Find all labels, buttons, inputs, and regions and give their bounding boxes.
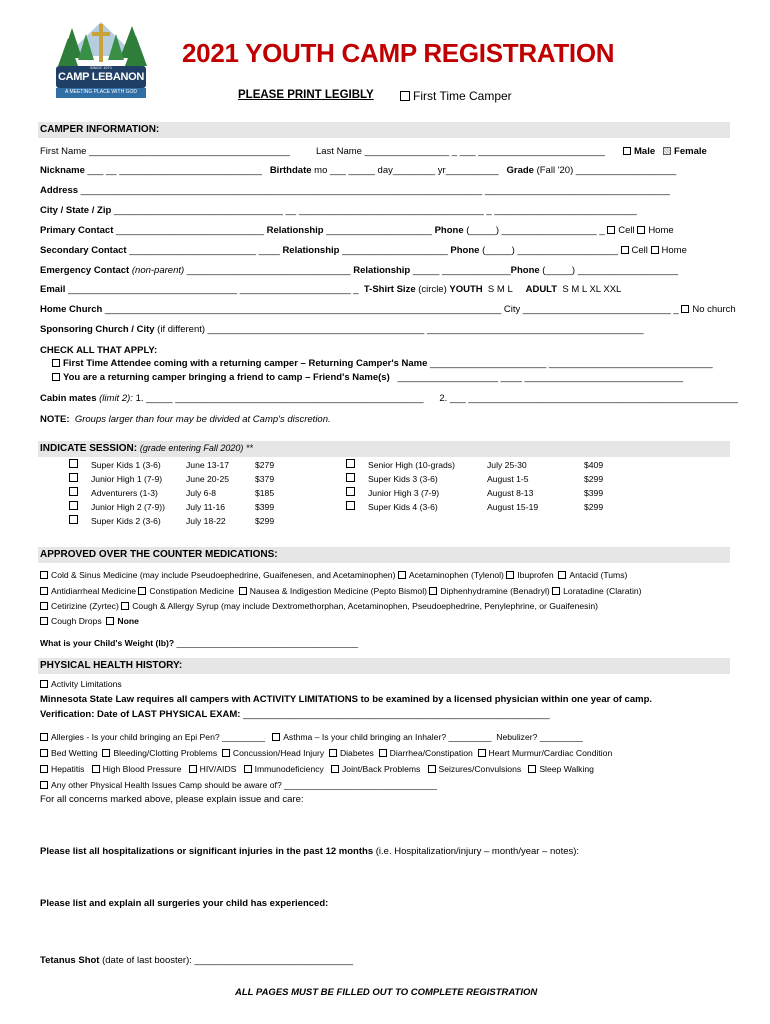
constipation-label: Constipation Medicine bbox=[149, 586, 234, 596]
health-row-1: Allergies - Is your child bringing an Epi Pen? _________ Asthma – Is your child bringing an Inhaler? _________ Nebulizer? _________ bbox=[40, 732, 583, 742]
emergency-contact-row: Emergency Contact (non-parent) _______________________________ Relationship _____ _____________Phone (_____) ___________________ bbox=[40, 265, 679, 276]
cetirizine-label: Cetirizine (Zyrtec) bbox=[51, 601, 119, 611]
secondary-cell-checkbox[interactable] bbox=[621, 246, 629, 254]
surgeries-text: Please list and explain all surgeries your child has experienced: bbox=[40, 898, 329, 909]
session-sub: (grade entering Fall 2020) ** bbox=[139, 443, 253, 453]
nausea-checkbox[interactable] bbox=[239, 587, 247, 595]
condition-label: High Blood Pressure bbox=[102, 764, 182, 774]
condition-label: HIV/AIDS bbox=[199, 764, 237, 774]
session-price: $399 bbox=[584, 488, 604, 498]
session-checkbox[interactable] bbox=[346, 459, 355, 468]
condition-label: Joint/Back Problems bbox=[342, 764, 421, 774]
logo-tagline: A MEETING PLACE WITH GOD bbox=[65, 89, 137, 95]
condition-label: Bed Wetting bbox=[51, 748, 98, 758]
other-issues-row: Any other Physical Health Issues Camp should be aware of? ________________________________ bbox=[40, 780, 437, 790]
grade-label: Grade bbox=[506, 165, 534, 176]
female-label: Female bbox=[674, 146, 707, 157]
condition-checkbox[interactable] bbox=[92, 765, 100, 773]
tshirt-label: T-Shirt Size bbox=[363, 284, 416, 295]
weight-label: What is your Child's Weight (lb)? bbox=[40, 638, 175, 648]
diphenhydramine-checkbox[interactable] bbox=[429, 587, 437, 595]
session-price: $379 bbox=[255, 474, 275, 484]
primary-home-checkbox[interactable] bbox=[637, 226, 645, 234]
tetanus-row: Tetanus Shot (date of last booster): ______________________________ bbox=[40, 955, 354, 966]
session-checkbox[interactable] bbox=[69, 473, 78, 482]
first-time-camper-label: First Time Camper bbox=[413, 89, 512, 103]
condition-label: Sleep Walking bbox=[539, 764, 594, 774]
cetirizine-checkbox[interactable] bbox=[40, 602, 48, 610]
condition-checkbox[interactable] bbox=[40, 749, 48, 757]
session-checkbox[interactable] bbox=[69, 459, 78, 468]
non-parent-note: (non-parent) bbox=[131, 265, 185, 276]
session-price: $299 bbox=[255, 516, 275, 526]
no-church-checkbox[interactable] bbox=[681, 305, 689, 313]
health-row-3 bbox=[40, 764, 594, 774]
birthdate-label: Birthdate bbox=[269, 165, 312, 176]
antidiarrheal-checkbox[interactable] bbox=[40, 587, 48, 595]
page-title: 2021 YOUTH CAMP REGISTRATION bbox=[182, 38, 615, 68]
note-text: Groups larger than four may be divided at Camp's discretion. bbox=[74, 414, 331, 425]
primary-cell-label: Cell bbox=[618, 225, 635, 236]
weight-row: What is your Child's Weight (lb)? ______________________________________ bbox=[40, 638, 359, 648]
hospitalizations-label: Please list all hospitalizations or significant injuries in the past 12 months bbox=[40, 846, 374, 857]
emergency-phone-label: Phone bbox=[510, 265, 540, 276]
cough-syrup-checkbox[interactable] bbox=[121, 602, 129, 610]
session-checkbox[interactable] bbox=[346, 473, 355, 482]
secondary-cell-label: Cell bbox=[631, 245, 648, 256]
session-price: $299 bbox=[584, 474, 604, 484]
condition-checkbox[interactable] bbox=[428, 765, 436, 773]
other-issues-checkbox[interactable] bbox=[40, 781, 48, 789]
secondary-contact-row: Secondary Contact ________________________ ____ Relationship ____________________ Phone (_____) ___________________ Cell Home bbox=[40, 245, 687, 256]
nickname-row: Nickname ___ __ ___________________________ Birthdate mo ___ _____ day________ yr__________ Grade (Fall '20) ___________________ bbox=[40, 165, 677, 176]
check-all-item1[interactable]: First Time Attendee coming with a returning camper – Returning Camper's Name ______________________ _______________________________ bbox=[52, 358, 713, 369]
condition-label: Immunodeficiency bbox=[254, 764, 324, 774]
constipation-checkbox[interactable] bbox=[138, 587, 146, 595]
meds-header: APPROVED OVER THE COUNTER MEDICATIONS: bbox=[40, 549, 278, 560]
none-label: None bbox=[117, 616, 139, 626]
condition-checkbox[interactable] bbox=[222, 749, 230, 757]
session-price: $279 bbox=[255, 460, 275, 470]
adult-sizes: S M L XL XXL bbox=[562, 284, 622, 295]
first-time-camper-checkbox[interactable] bbox=[400, 91, 410, 101]
acetaminophen-checkbox[interactable] bbox=[398, 571, 406, 579]
session-price: $299 bbox=[584, 502, 604, 512]
camper-info-header: CAMPER INFORMATION: bbox=[40, 124, 160, 135]
gender-row[interactable] bbox=[623, 146, 707, 157]
returning-camper-label: First Time Attendee coming with a returning camper – Returning Camper's Name bbox=[63, 358, 428, 369]
health-header: PHYSICAL HEALTH HISTORY: bbox=[40, 660, 183, 671]
camp-logo bbox=[54, 18, 148, 102]
condition-checkbox[interactable] bbox=[329, 749, 337, 757]
allergies-label: Allergies - Is your child bringing an Epi Pen? bbox=[51, 732, 220, 742]
cough-syrup-label: Cough & Allergy Syrup (may include Dextromethorphan, Acetaminophen, Pseudoephedrine, Penylephrine, or Guaifenesin) bbox=[132, 601, 598, 611]
cold-sinus-checkbox[interactable] bbox=[40, 571, 48, 579]
secondary-phone-label: Phone bbox=[450, 245, 480, 256]
session-name: Super Kids 3 (3-6) bbox=[368, 474, 438, 484]
secondary-home-checkbox[interactable] bbox=[651, 246, 659, 254]
condition-label: Diabetes bbox=[339, 748, 374, 758]
ibuprofen-label: Ibuprofen bbox=[517, 570, 554, 580]
if-different-note: (if different) bbox=[157, 324, 206, 335]
session-header bbox=[40, 443, 253, 454]
hospitalizations-row bbox=[40, 846, 579, 857]
cough-drops-label: Cough Drops bbox=[51, 616, 102, 626]
condition-label: Heart Murmur/Cardiac Condition bbox=[488, 748, 613, 758]
home-church-row: Home Church ___________________________________________________________________________ City ____________________________ _ No church bbox=[40, 304, 736, 315]
male-checkbox[interactable] bbox=[623, 147, 631, 155]
acetaminophen-label: Acetaminophen (Tylenol) bbox=[408, 570, 504, 580]
tetanus-note: (date of last booster): bbox=[102, 955, 192, 966]
none-checkbox[interactable] bbox=[106, 617, 114, 625]
bringing-friend-checkbox[interactable] bbox=[52, 373, 60, 381]
grade-note: (Fall '20) bbox=[536, 165, 574, 176]
health-row-2 bbox=[40, 748, 612, 758]
antacid-checkbox[interactable] bbox=[558, 571, 566, 579]
other-issues-label: Any other Physical Health Issues Camp should be aware of? bbox=[51, 780, 282, 790]
footer-notice: ALL PAGES MUST BE FILLED OUT TO COMPLETE REGISTRATION bbox=[235, 987, 538, 998]
loratadine-checkbox[interactable] bbox=[552, 587, 560, 595]
first-time-camper[interactable] bbox=[400, 89, 512, 103]
antidiarrheal-label: Antidiarrheal Medicine bbox=[51, 586, 137, 596]
activity-limitations-label: Activity Limitations bbox=[51, 679, 122, 689]
condition-checkbox[interactable] bbox=[244, 765, 252, 773]
emergency-contact-label: Emergency Contact bbox=[40, 265, 130, 276]
last-name-label: Last Name bbox=[316, 146, 362, 157]
primary-phone-label: Phone bbox=[434, 225, 464, 236]
condition-label: Hepatitis bbox=[51, 764, 85, 774]
asthma-checkbox[interactable] bbox=[272, 733, 280, 741]
session-name: Adventurers (1-3) bbox=[91, 488, 158, 498]
meds-row-4 bbox=[40, 616, 139, 626]
session-dates: July 6-8 bbox=[186, 488, 217, 498]
yr-label: yr bbox=[437, 165, 446, 176]
condition-label: Seizures/Convulsions bbox=[438, 764, 522, 774]
session-dates: July 25-30 bbox=[487, 460, 527, 470]
session-header-label: INDICATE SESSION: bbox=[40, 443, 138, 454]
nausea-label: Nausea & Indigestion Medicine (Pepto Bismol) bbox=[249, 586, 427, 596]
condition-checkbox[interactable] bbox=[331, 765, 339, 773]
session-dates: August 1-5 bbox=[487, 474, 529, 484]
print-legibly: PLEASE PRINT LEGIBLY bbox=[238, 89, 374, 101]
condition-checkbox[interactable] bbox=[40, 765, 48, 773]
bringing-friend-label: You are a returning camper bringing a friend to camp – Friend's Name(s) bbox=[63, 372, 390, 383]
email-row: Email ________________________________ _____________________ _ T-Shirt Size (circle) YOUTH S M L ADULT S M L XL XXL bbox=[40, 284, 622, 295]
allergies-checkbox[interactable] bbox=[40, 733, 48, 741]
session-name: Junior High 3 (7-9) bbox=[368, 488, 440, 498]
concerns-text: For all concerns marked above, please explain issue and care: bbox=[40, 794, 304, 805]
email-label: Email bbox=[40, 284, 66, 295]
primary-relationship-label: Relationship bbox=[266, 225, 324, 236]
loratadine-label: Loratadine (Claratin) bbox=[563, 586, 642, 596]
session-dates: July 11-16 bbox=[186, 502, 226, 512]
logo-name: CAMP LEBANON bbox=[57, 71, 145, 83]
nickname-label: Nickname bbox=[40, 165, 85, 176]
last-name-row: Last Name ________________ _ ___ ________________________ bbox=[316, 146, 605, 157]
ibuprofen-checkbox[interactable] bbox=[506, 571, 514, 579]
condition-label: Concussion/Head Injury bbox=[232, 748, 325, 758]
address-row: Address ____________________________________________________________________________ ___________________________________ bbox=[40, 185, 670, 196]
session-price: $409 bbox=[584, 460, 604, 470]
tetanus-label: Tetanus Shot bbox=[40, 955, 100, 966]
city-state-zip-label: City / State / Zip bbox=[40, 205, 112, 216]
check-all-item2[interactable]: You are a returning camper bringing a friend to camp – Friend's Name(s) ___________________ ____ ______________________________ bbox=[52, 372, 683, 383]
emergency-relationship-label: Relationship bbox=[353, 265, 411, 276]
city-state-zip-row: City / State / Zip ________________________________ __ ___________________________________ _ ___________________________ bbox=[40, 205, 637, 216]
cabin-mates-row: Cabin mates (limit 2): 1. _____ _______________________________________________ 2. ___ ___________________________________________________ bbox=[40, 393, 738, 404]
session-name: Senior High (10-grads) bbox=[368, 460, 455, 470]
youth-label: YOUTH bbox=[449, 284, 483, 295]
returning-camper-checkbox[interactable] bbox=[52, 359, 60, 367]
session-name: Super Kids 4 (3-6) bbox=[368, 502, 438, 512]
meds-row-1 bbox=[40, 570, 627, 580]
secondary-home-label: Home bbox=[661, 245, 687, 256]
cabin-two-label: 2. bbox=[439, 393, 448, 404]
nebulizer-label: Nebulizer? bbox=[496, 732, 538, 742]
asthma-label: Asthma – Is your child bringing an Inhaler? bbox=[283, 732, 447, 742]
session-checkbox[interactable] bbox=[69, 487, 78, 496]
cold-sinus-label: Cold & Sinus Medicine (may include Pseudoephedrine, Guaifenesen, and Acetaminophen) bbox=[51, 570, 396, 580]
session-dates: June 13-17 bbox=[186, 460, 230, 470]
no-church-label: No church bbox=[692, 304, 736, 315]
youth-sizes: S M L bbox=[487, 284, 513, 295]
antacid-label: Antacid (Tums) bbox=[569, 570, 628, 580]
mn-law-text: Minnesota State Law requires all campers with ACTIVITY LIMITATIONS to be examined by a licensed physician within one year of camp. bbox=[40, 694, 653, 705]
verification-row: Verification: Date of LAST PHYSICAL EXAM: __________________________________________________________ bbox=[40, 709, 550, 720]
session-name: Junior High 1 (7-9) bbox=[91, 474, 163, 484]
cabin-one-label: 1. bbox=[135, 393, 144, 404]
sponsoring-label: Sponsoring Church / City bbox=[40, 324, 155, 335]
session-name: Super Kids 1 (3-6) bbox=[91, 460, 161, 470]
male-label: Male bbox=[634, 146, 656, 157]
condition-checkbox[interactable] bbox=[379, 749, 387, 757]
adult-label: ADULT bbox=[525, 284, 558, 295]
activity-row bbox=[40, 679, 122, 689]
day-label: day bbox=[377, 165, 393, 176]
session-checkbox[interactable] bbox=[346, 501, 355, 510]
meds-row-2 bbox=[40, 586, 642, 596]
session-checkbox[interactable] bbox=[69, 501, 78, 510]
first-name-label: First Name bbox=[40, 146, 87, 157]
condition-checkbox[interactable] bbox=[528, 765, 536, 773]
condition-checkbox[interactable] bbox=[102, 749, 110, 757]
diphenhydramine-label: Diphenhydramine (Benadryl) bbox=[440, 586, 550, 596]
circle-note: (circle) bbox=[418, 284, 447, 295]
session-price: $185 bbox=[255, 488, 275, 498]
sponsoring-church-row: Sponsoring Church / City (if different) _________________________________________ _________________________________________ bbox=[40, 324, 644, 335]
session-dates: August 15-19 bbox=[487, 502, 539, 512]
condition-label: Bleeding/Clotting Problems bbox=[113, 748, 218, 758]
female-checkbox[interactable] bbox=[663, 147, 671, 155]
note-row bbox=[40, 414, 331, 425]
primary-cell-checkbox[interactable] bbox=[607, 226, 615, 234]
session-name: Junior High 2 (7-9)) bbox=[91, 502, 166, 512]
home-church-label: Home Church bbox=[40, 304, 103, 315]
home-church-city-label: City bbox=[503, 304, 521, 315]
hospitalizations-note: (i.e. Hospitalization/injury – month/year – notes): bbox=[375, 846, 580, 857]
session-dates: August 8-13 bbox=[487, 488, 534, 498]
session-checkbox[interactable] bbox=[69, 515, 78, 524]
cabin-limit-note: (limit 2): bbox=[99, 393, 133, 404]
cabin-mates-label: Cabin mates bbox=[40, 393, 97, 404]
address-label: Address bbox=[40, 185, 79, 196]
session-dates: June 20-25 bbox=[186, 474, 230, 484]
session-price: $399 bbox=[255, 502, 275, 512]
condition-checkbox[interactable] bbox=[478, 749, 486, 757]
session-checkbox[interactable] bbox=[346, 487, 355, 496]
first-name-row: First Name ______________________________________ bbox=[40, 146, 290, 157]
verification-label: Verification: Date of LAST PHYSICAL EXAM: bbox=[40, 709, 241, 720]
logo-since: SINCE 1971 bbox=[89, 65, 113, 70]
condition-checkbox[interactable] bbox=[189, 765, 197, 773]
meds-row-3 bbox=[40, 601, 598, 611]
secondary-contact-label: Secondary Contact bbox=[40, 245, 127, 256]
primary-contact-label: Primary Contact bbox=[40, 225, 114, 236]
condition-label: Diarrhea/Constipation bbox=[389, 748, 473, 758]
check-all-header: CHECK ALL THAT APPLY: bbox=[40, 345, 158, 356]
mo-label: mo bbox=[314, 165, 328, 176]
primary-contact-row: Primary Contact ____________________________ Relationship ____________________ Phone (_____) __________________ _ Cell Home bbox=[40, 225, 674, 236]
cough-drops-checkbox[interactable] bbox=[40, 617, 48, 625]
primary-home-label: Home bbox=[648, 225, 674, 236]
note-label: NOTE: bbox=[40, 414, 70, 425]
activity-limitations-checkbox[interactable] bbox=[40, 680, 48, 688]
secondary-relationship-label: Relationship bbox=[282, 245, 340, 256]
session-name: Super Kids 2 (3-6) bbox=[91, 516, 161, 526]
session-dates: July 18-22 bbox=[186, 516, 226, 526]
